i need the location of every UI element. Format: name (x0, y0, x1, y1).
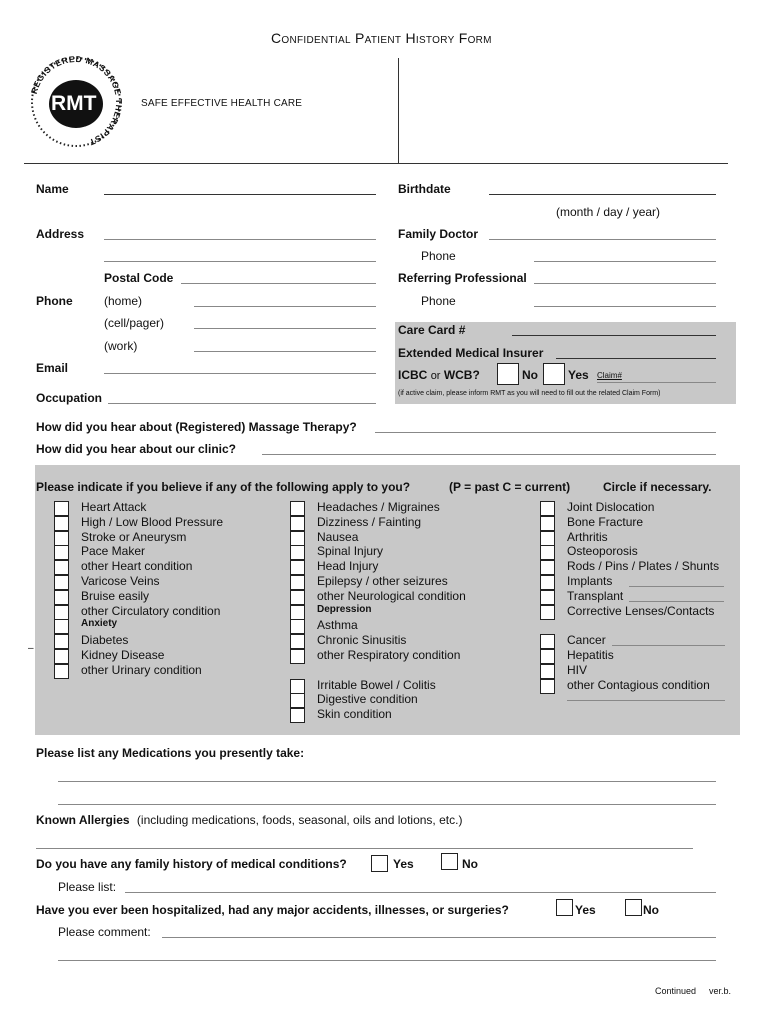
home-label: (home) (104, 294, 143, 308)
condition-checkbox[interactable] (540, 590, 555, 605)
condition-label: other Urinary condition (81, 662, 202, 677)
condition-label: Bruise easily (81, 588, 150, 603)
contagious-detail-line[interactable] (567, 700, 725, 701)
referring-label: Referring Professional (398, 271, 527, 285)
birthdate-format: (month / day / year) (556, 205, 661, 219)
address-field-1[interactable] (104, 239, 376, 240)
rmt-logo (28, 54, 124, 150)
occupation-field[interactable] (108, 403, 376, 404)
condition-checkbox[interactable] (54, 649, 69, 664)
condition-label: Anxiety (81, 618, 118, 630)
condition-checkbox[interactable] (540, 664, 555, 679)
condition-label: Corrective Lenses/Contacts (567, 603, 715, 618)
postal-code-label: Postal Code (104, 271, 174, 285)
hear-rmt-field[interactable] (375, 432, 716, 433)
referring-field[interactable] (534, 283, 716, 284)
claim-label: Claim# (597, 371, 622, 380)
active-claim-note: (if active claim, please inform RMT as you will need to fill out the related Claim Form) (398, 390, 661, 397)
condition-checkbox[interactable] (540, 501, 555, 516)
hear-clinic-question: How did you hear about our clinic? (36, 442, 237, 456)
logo-abbr: RMT (51, 92, 97, 115)
circle-instruction: Circle if necessary. (603, 480, 712, 494)
condition-checkbox[interactable] (54, 634, 69, 649)
condition-detail-line[interactable] (612, 645, 725, 646)
condition-label: Transplant (567, 588, 624, 603)
condition-checkbox[interactable] (540, 531, 555, 546)
footer-continued: Continued (655, 986, 697, 996)
claim-field[interactable] (597, 382, 716, 383)
condition-label: other Respiratory condition (317, 648, 461, 662)
please-comment-label: Please comment: (58, 925, 151, 939)
icbc-no-checkbox[interactable] (497, 363, 519, 385)
condition-label: Nausea (317, 529, 359, 544)
condition-checkbox[interactable] (290, 531, 305, 546)
address-label: Address (36, 227, 85, 241)
condition-checkbox[interactable] (540, 560, 555, 575)
condition-checkbox[interactable] (54, 545, 69, 560)
hospitalized-field-1[interactable] (162, 937, 716, 938)
condition-checkbox[interactable] (290, 693, 305, 708)
condition-checkbox[interactable] (290, 679, 305, 694)
condition-label: High / Low Blood Pressure (81, 514, 224, 529)
wcb-text: WCB? (443, 368, 480, 382)
work-label: (work) (104, 339, 138, 353)
extended-medical-field[interactable] (556, 358, 716, 359)
condition-checkbox[interactable] (54, 560, 69, 575)
condition-checkbox[interactable] (54, 664, 69, 679)
condition-checkbox[interactable] (290, 634, 305, 649)
condition-label: Dizziness / Fainting (317, 514, 422, 529)
name-label: Name (36, 182, 69, 196)
family-history-no-checkbox[interactable] (441, 853, 458, 870)
medications-question: Please list any Medications you presently take: (36, 746, 305, 760)
condition-checkbox[interactable] (540, 679, 555, 694)
condition-checkbox[interactable] (290, 501, 305, 516)
name-field[interactable] (104, 194, 376, 195)
condition-checkbox[interactable] (290, 708, 305, 723)
condition-label: Bone Fracture (567, 514, 644, 529)
condition-label: Heart Attack (81, 500, 147, 514)
condition-checkbox[interactable] (540, 634, 555, 649)
condition-checkbox[interactable] (290, 605, 305, 620)
condition-label: Rods / Pins / Plates / Shunts (567, 559, 720, 574)
condition-label: Implants (567, 574, 613, 588)
condition-label: Osteoporosis (567, 544, 638, 559)
hear-clinic-field[interactable] (262, 454, 716, 455)
condition-checkbox[interactable] (540, 575, 555, 590)
home-phone-field[interactable] (194, 306, 376, 307)
condition-checkbox[interactable] (54, 619, 69, 634)
birthdate-field[interactable] (489, 194, 716, 195)
medications-field-1[interactable] (58, 781, 716, 782)
condition-checkbox[interactable] (290, 575, 305, 590)
please-list-label: Please list: (58, 880, 117, 894)
hospitalized-no-label: No (643, 903, 659, 917)
extended-medical-label: Extended Medical Insurer (398, 346, 544, 360)
occupation-label: Occupation (36, 391, 103, 405)
condition-label: other Neurological condition (317, 588, 466, 603)
doctor-phone-field[interactable] (534, 261, 716, 262)
footer-version: ver.b. (709, 986, 732, 996)
condition-label: Kidney Disease (81, 648, 165, 662)
phone-label: Phone (36, 294, 73, 308)
condition-label: Depression (317, 603, 372, 615)
condition-checkbox[interactable] (540, 649, 555, 664)
condition-label: Arthritis (567, 529, 608, 544)
condition-label: Hepatitis (567, 648, 614, 662)
allergies-hint: (including medications, foods, seasonal, oils and lotions, etc.) (136, 813, 463, 827)
condition-label: Pace Maker (81, 544, 146, 559)
condition-label: Cancer (567, 633, 606, 648)
condition-label: Spinal Injury (317, 544, 384, 559)
referring-phone-label: Phone (421, 294, 456, 308)
email-field[interactable] (104, 373, 376, 374)
allergies-label-row (36, 813, 462, 827)
icbc-no-label: No (522, 368, 538, 382)
form-title: Confidential Patient History Form (271, 30, 492, 46)
family-history-yes-checkbox[interactable] (371, 855, 388, 872)
family-history-field[interactable] (125, 892, 716, 893)
family-history-no-label: No (462, 857, 478, 871)
condition-checkbox[interactable] (290, 619, 305, 634)
hear-rmt-question: How did you hear about (Registered) Massage Therapy? (36, 420, 357, 434)
margin-mark: – (28, 643, 34, 654)
condition-label: Epilepsy / other seizures (317, 574, 448, 588)
condition-label: Diabetes (81, 633, 129, 648)
condition-checkbox[interactable] (290, 560, 305, 575)
condition-label: Varicose Veins (81, 574, 160, 588)
icbc-yes-label: Yes (568, 368, 589, 382)
condition-checkbox[interactable] (54, 605, 69, 620)
postal-code-field[interactable] (181, 283, 376, 284)
icbc-text: ICBC (398, 368, 428, 382)
condition-checkbox[interactable] (290, 649, 305, 664)
doctor-phone-label: Phone (421, 249, 456, 263)
header-rule (24, 163, 728, 164)
condition-checkbox[interactable] (54, 590, 69, 605)
cell-label: (cell/pager) (104, 316, 165, 330)
condition-checkbox[interactable] (54, 516, 69, 531)
header-divider (398, 58, 399, 163)
cell-phone-field[interactable] (194, 328, 376, 329)
condition-label: Skin condition (317, 707, 392, 722)
email-label: Email (36, 361, 69, 375)
conditions-heading: Please indicate if you believe if any of the following apply to you? (36, 480, 411, 494)
condition-label: Headaches / Migraines (317, 500, 440, 514)
birthdate-label: Birthdate (398, 182, 451, 196)
condition-checkbox[interactable] (54, 531, 69, 546)
care-card-field[interactable] (512, 335, 716, 336)
address-field-2[interactable] (104, 261, 376, 262)
conditions-legend: (P = past C = current) (449, 480, 571, 494)
medications-field-2[interactable] (58, 804, 716, 805)
icbc-wcb-label (398, 368, 480, 382)
condition-label: Stroke or Aneurysm (81, 529, 187, 544)
allergies-label: Known Allergies (36, 813, 130, 827)
condition-checkbox[interactable] (290, 590, 305, 605)
hospitalized-field-2[interactable] (58, 960, 716, 961)
family-history-yes-label: Yes (393, 857, 414, 871)
condition-detail-line[interactable] (629, 601, 724, 602)
condition-label: other Contagious condition (567, 677, 710, 692)
condition-checkbox[interactable] (54, 501, 69, 516)
hospitalized-no-checkbox[interactable] (625, 899, 642, 916)
icbc-or-text: or (430, 370, 441, 382)
condition-label: other Heart condition (81, 559, 193, 574)
allergies-field[interactable] (36, 848, 693, 849)
svg-text:REGISTERED MASSAGE THERAPIST: REGISTERED MASSAGE THERAPIST (28, 54, 124, 148)
work-phone-field[interactable] (194, 351, 376, 352)
family-doctor-field[interactable] (489, 239, 716, 240)
family-doctor-label: Family Doctor (398, 227, 479, 241)
condition-label: HIV (567, 662, 588, 677)
condition-checkbox[interactable] (540, 545, 555, 560)
condition-checkbox[interactable] (290, 516, 305, 531)
icbc-yes-checkbox[interactable] (543, 363, 565, 385)
referring-phone-field[interactable] (534, 306, 716, 307)
condition-checkbox[interactable] (54, 575, 69, 590)
condition-label: Digestive condition (317, 692, 418, 707)
condition-checkbox[interactable] (290, 545, 305, 560)
family-history-question: Do you have any family history of medical conditions? (36, 857, 347, 871)
condition-label: other Circulatory condition (81, 603, 221, 618)
condition-label: Joint Dislocation (567, 500, 655, 514)
condition-checkbox[interactable] (540, 605, 555, 620)
logo-tagline: SAFE EFFECTIVE HEALTH CARE (141, 98, 303, 109)
condition-checkbox[interactable] (540, 516, 555, 531)
hospitalized-yes-checkbox[interactable] (556, 899, 573, 916)
care-card-label: Care Card # (398, 323, 466, 337)
condition-label: Asthma (317, 618, 358, 633)
condition-label: Irritable Bowel / Colitis (317, 677, 436, 692)
condition-label: Head Injury (317, 559, 379, 574)
hospitalized-question: Have you ever been hospitalized, had any major accidents, illnesses, or surgeries? (36, 903, 509, 917)
condition-label: Chronic Sinusitis (317, 633, 407, 648)
condition-detail-line[interactable] (629, 586, 724, 587)
hospitalized-yes-label: Yes (575, 903, 596, 917)
